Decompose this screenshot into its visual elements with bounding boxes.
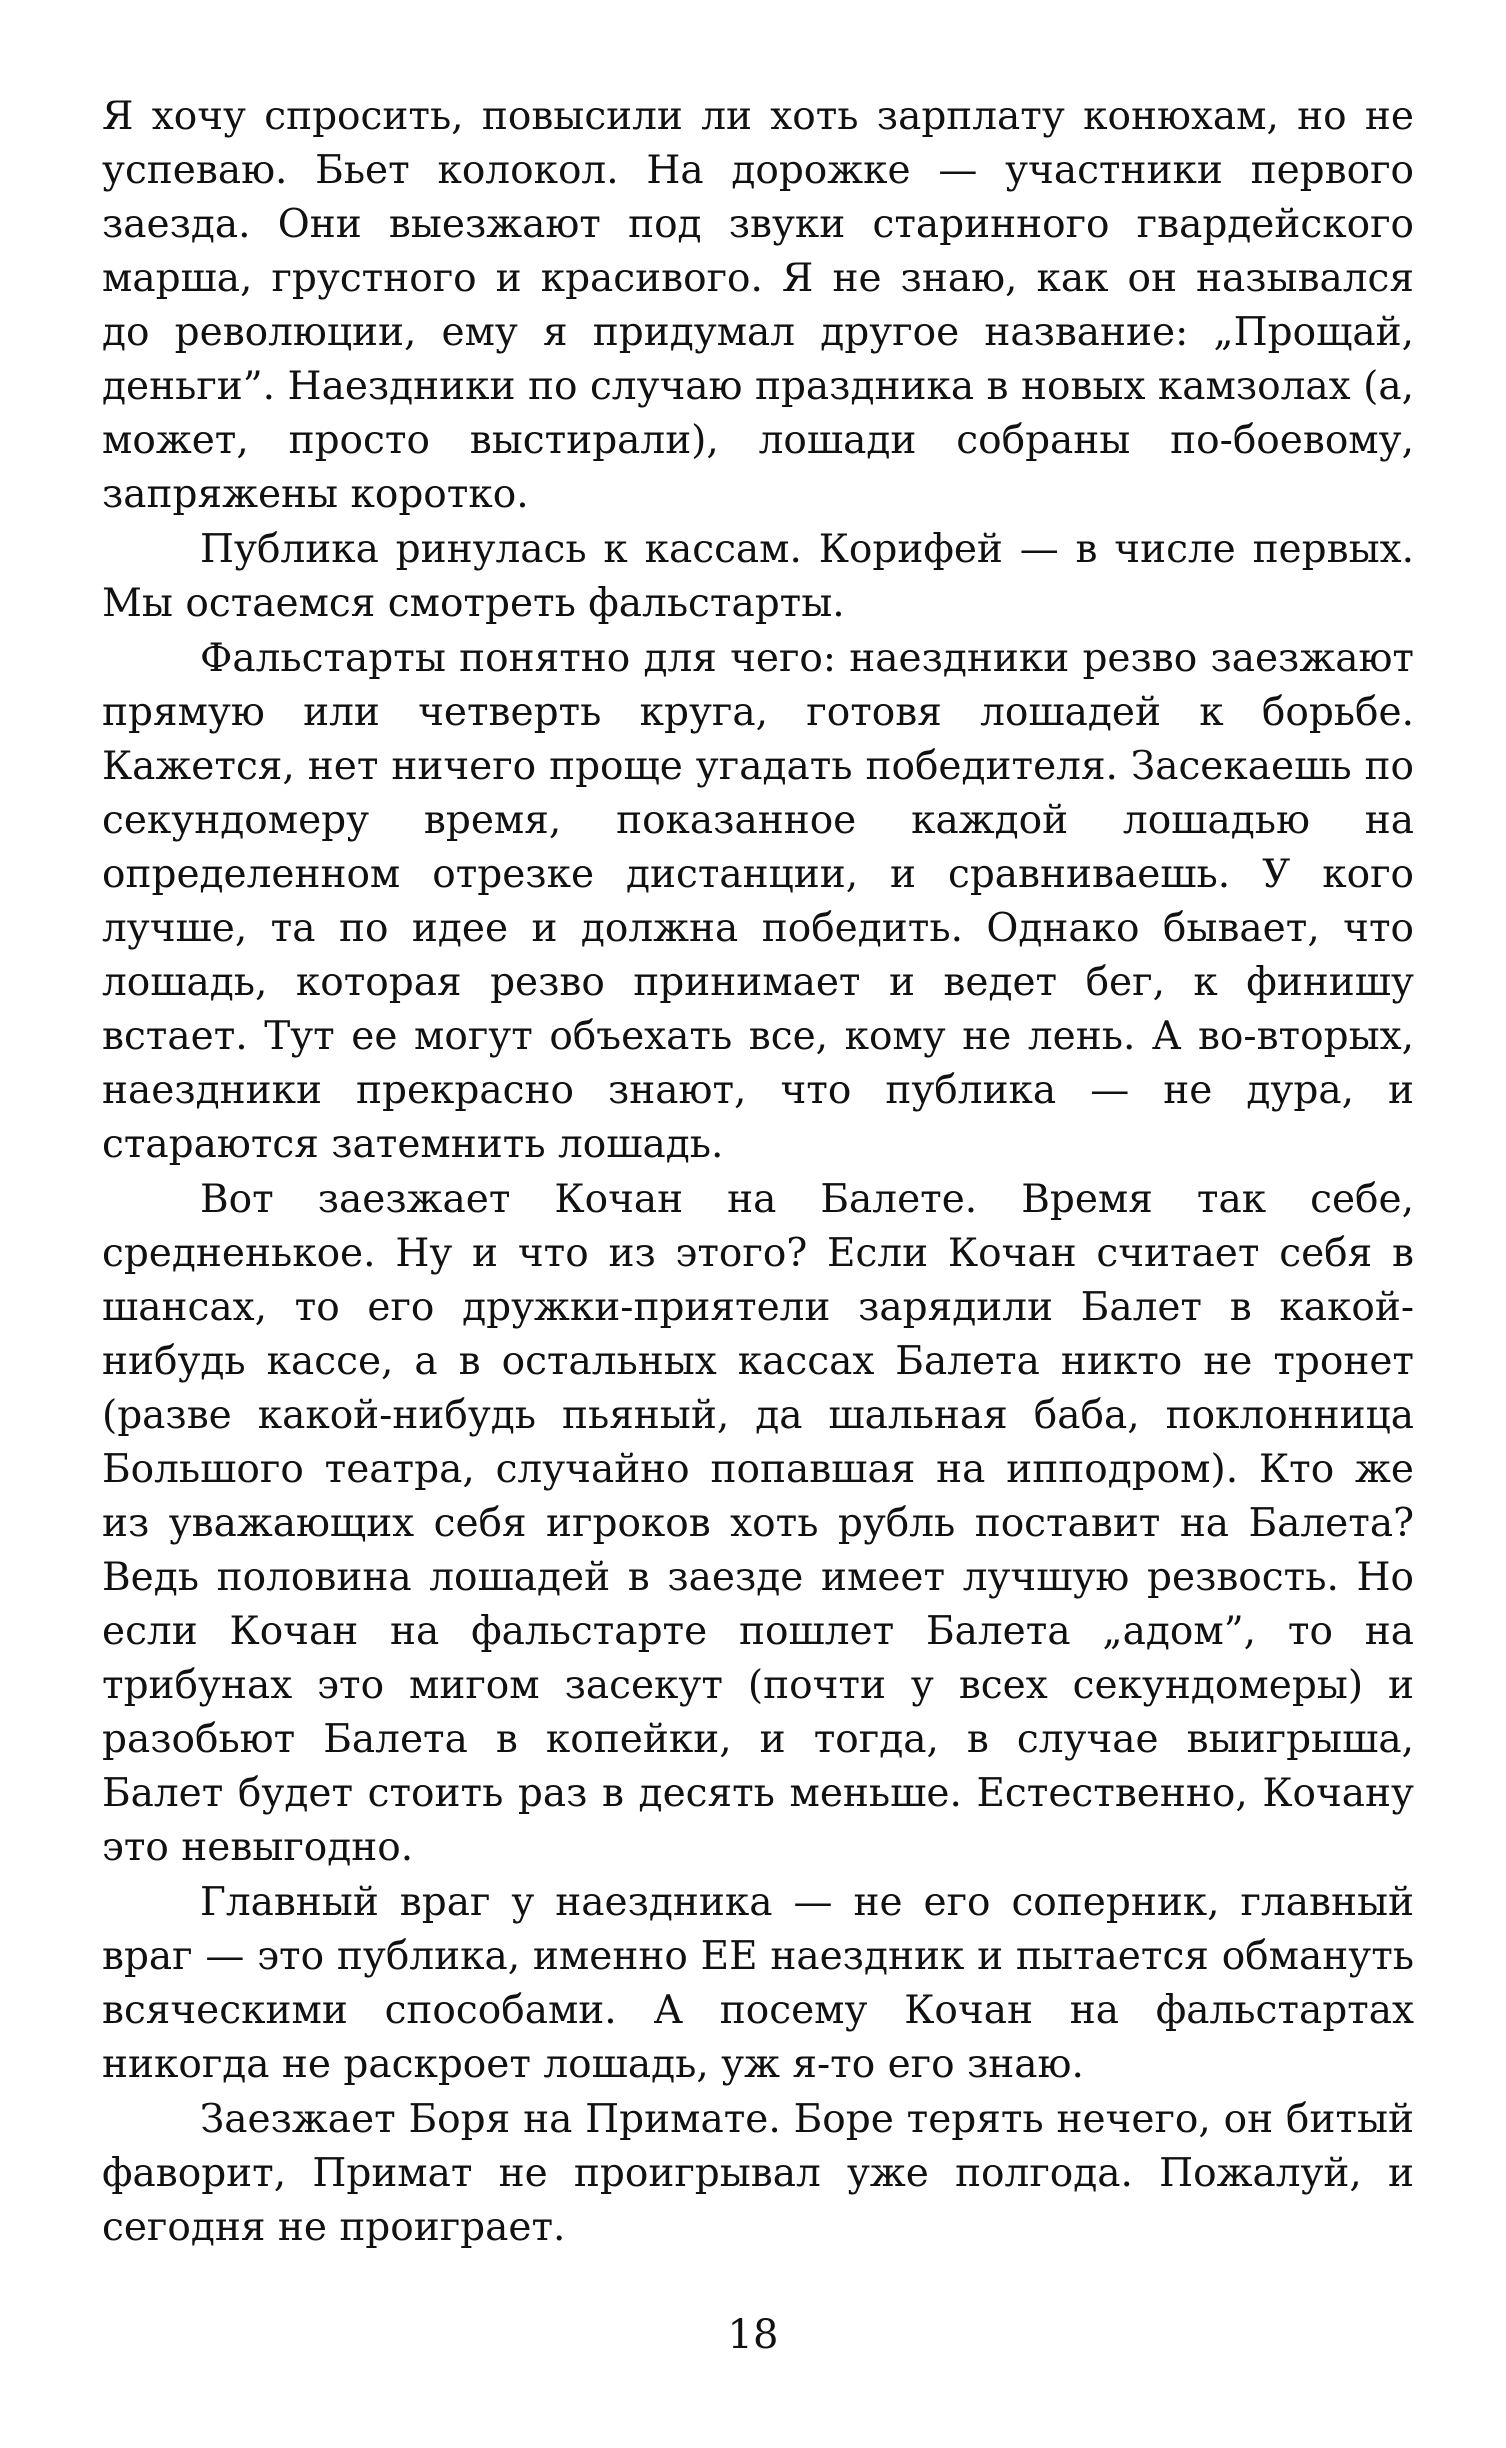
paragraph: Вот заезжает Кочан на Балете. Время так себе, средненькое. Ну и что из этого? Если Кочан считает себя в шансах, то его дружки-приятели зарядили Балет в какой-нибудь кассе, а в остальных кассах Балета никто не тронет (разве какой-нибудь пьяный, да шальная баба, поклонница Большого театра, случайно попавшая на ипподром). Кто же из уважающих себя игроков хоть рубль поставит на Балета? Ведь половина лошадей в заезде имеет лучшую резвость. Но если Кочан на фальстарте пошлет Балета „адом”, то на трибунах это мигом засекут (почти у всех секундомеры) и разобьют Балета в копейки, и тогда, в случае выигрыша, Балет будет стоить раз в десять меньше. Естественно, Кочану это невыгодно. bbox=[102, 1177, 1414, 1870]
paragraph: Фальстарты понятно для чего: наездники резво заезжают прямую или четверть круга, готовя лошадей к борьбе. Кажется, нет ничего проще угадать победителя. Засекаешь по секундомеру время, показанное каждой лошадью на определенном отрезке дистанции, и сравниваешь. У кого лучше, та по идее и должна победить. Однако бывает, что лошадь, которая резво принимает и ведет бег, к финишу встает. Тут ее могут объехать все, кому не лень. А во-вторых, наездники прекрасно знают, что публика — не дура, и стараются затемнить лошадь. bbox=[102, 636, 1414, 1167]
paragraph: Заезжает Боря на Примате. Боре терять нечего, он битый фаворит, Примат не проигрывал уже полгода. Пожалуй, и сегодня не проиграет. bbox=[102, 2097, 1414, 2250]
page-body bbox=[102, 90, 1414, 2255]
paragraph: Я хочу спросить, повысили ли хоть зарплату конюхам, но не успеваю. Бьет колокол. На дорожке — участники первого заезда. Они выезжают под звуки старинного гвардейского марша, грустного и красивого. Я не знаю, как он назывался до революции, ему я придумал другое название: „Прощай, деньги”. Наездники по случаю праздника в новых камзолах (а, может, просто выстирали), лошади собраны по-боевому, запряжены коротко. bbox=[102, 94, 1414, 517]
paragraph: Публика ринулась к кассам. Корифей — в числе первых. Мы остаемся смотреть фальстарты. bbox=[102, 527, 1414, 626]
page-number: 18 bbox=[727, 2312, 779, 2358]
paragraph: Главный враг у наездника — не его соперник, главный враг — это публика, именно ЕЕ наездник и пытается обмануть всяческими способами. А посему Кочан на фальстартах никогда не раскроет лошадь, уж я-то его знаю. bbox=[102, 1880, 1414, 2087]
